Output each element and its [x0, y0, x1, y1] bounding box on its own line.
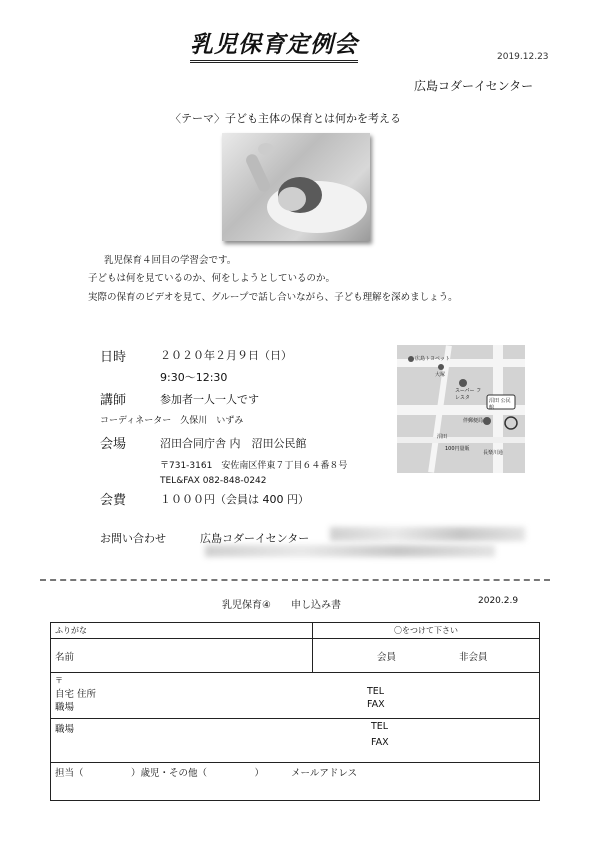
map-marker-toyopet: [408, 356, 414, 362]
map-marker-otsuka: [438, 364, 444, 370]
map-label-toyopet: 広島トヨペット: [415, 356, 451, 362]
event-date: ２０２０年２月９日（日）: [160, 349, 292, 362]
application-form: [50, 622, 540, 801]
map-label-shop: 100円量販: [445, 446, 470, 452]
furigana-label: ふりがな: [55, 626, 87, 635]
venue-tel: TEL&FAX 082-848-0242: [160, 476, 267, 486]
intro-line-3: 実際の保育のビデオを見て、グループで話し合いながら、子ども理解を深めましょう。: [88, 292, 458, 303]
datetime-label: 日時: [100, 350, 127, 365]
map-label-fresta: スーパー フレスタ: [455, 388, 482, 401]
intro-line-1: 乳児保育４回目の学習会です。: [104, 255, 237, 266]
fee-label: 会費: [100, 493, 127, 508]
baby-photo: [222, 133, 370, 241]
lecturer-label: 講師: [100, 393, 127, 408]
map-label-venue: 沼田 公民館: [489, 398, 511, 411]
non-member-option[interactable]: 非会員: [459, 651, 488, 663]
page-title: 乳児保育定例会: [190, 26, 358, 63]
document-date: 2019.12.23: [497, 52, 549, 62]
map-label-numata: 沼田: [437, 434, 448, 440]
bottom-cell[interactable]: [51, 763, 540, 801]
intro-line-2: 子どもは何を見ているのか、何をしようとしているのか。: [88, 273, 336, 284]
baby-photo-graphic: [222, 133, 370, 241]
theme-line: 〈テーマ〉子ども主体の保育とは何かを考える: [170, 112, 401, 125]
venue-name: 沼田合同庁舎 内 沼田公民館: [160, 437, 307, 450]
venue-map: [397, 345, 525, 473]
map-marker-fresta: [459, 379, 467, 387]
work-tel-label: TEL: [371, 721, 389, 732]
home-address-label: 自宅 住所: [55, 689, 97, 700]
venue-address: 〒731-3161 安佐南区伴東７丁目６４番８号: [160, 461, 348, 471]
furigana-cell[interactable]: [51, 623, 313, 639]
member-option[interactable]: 会員: [377, 651, 397, 663]
form-heading: 乳児保育④ 申し込み書: [222, 600, 341, 611]
event-time: 9:30〜12:30: [160, 371, 228, 384]
circle-note: 〇をつけて下さい: [394, 626, 458, 635]
inquiry-value: 広島コダーイセンター: [200, 532, 310, 545]
fee-value: １０００円（会員は 400 円）: [160, 493, 309, 506]
name-label: 名前: [55, 651, 75, 663]
name-cell[interactable]: [51, 639, 313, 673]
email-label: メールアドレス: [291, 768, 358, 779]
redacted-contact: [330, 527, 525, 541]
map-label-otsuka: 大塚: [435, 372, 446, 378]
map-label-street: 長楽川通: [483, 450, 504, 456]
workplace-cell[interactable]: [51, 719, 540, 763]
circle-note-cell: [313, 623, 540, 639]
cut-line: [40, 579, 550, 581]
membership-cell[interactable]: [313, 639, 540, 673]
venue-label: 会場: [100, 437, 127, 452]
coordinator: コーディネーター 久保川 いずみ: [100, 416, 244, 426]
form-heading-date: 2020.2.9: [478, 596, 519, 606]
postal-mark: 〒: [55, 676, 63, 685]
lecturer-value: 参加者一人一人です: [160, 393, 259, 406]
organizer-name: 広島コダーイセンター: [414, 79, 534, 93]
home-tel-label: TEL: [367, 686, 385, 697]
age-class-field: 担当（ ）歳児・その他（ ）: [55, 768, 265, 779]
address-cell[interactable]: [51, 673, 540, 719]
map-marker-post-office: [483, 417, 491, 425]
redacted-contact-2: [205, 545, 495, 557]
work-fax-label: FAX: [371, 737, 389, 748]
workplace-label: 職場: [55, 702, 75, 713]
map-label-post-office: 伴郵便局: [463, 418, 484, 424]
workplace-label-2: 職場: [55, 724, 75, 735]
inquiry-label: お問い合わせ: [100, 532, 166, 545]
home-fax-label: FAX: [367, 699, 385, 710]
